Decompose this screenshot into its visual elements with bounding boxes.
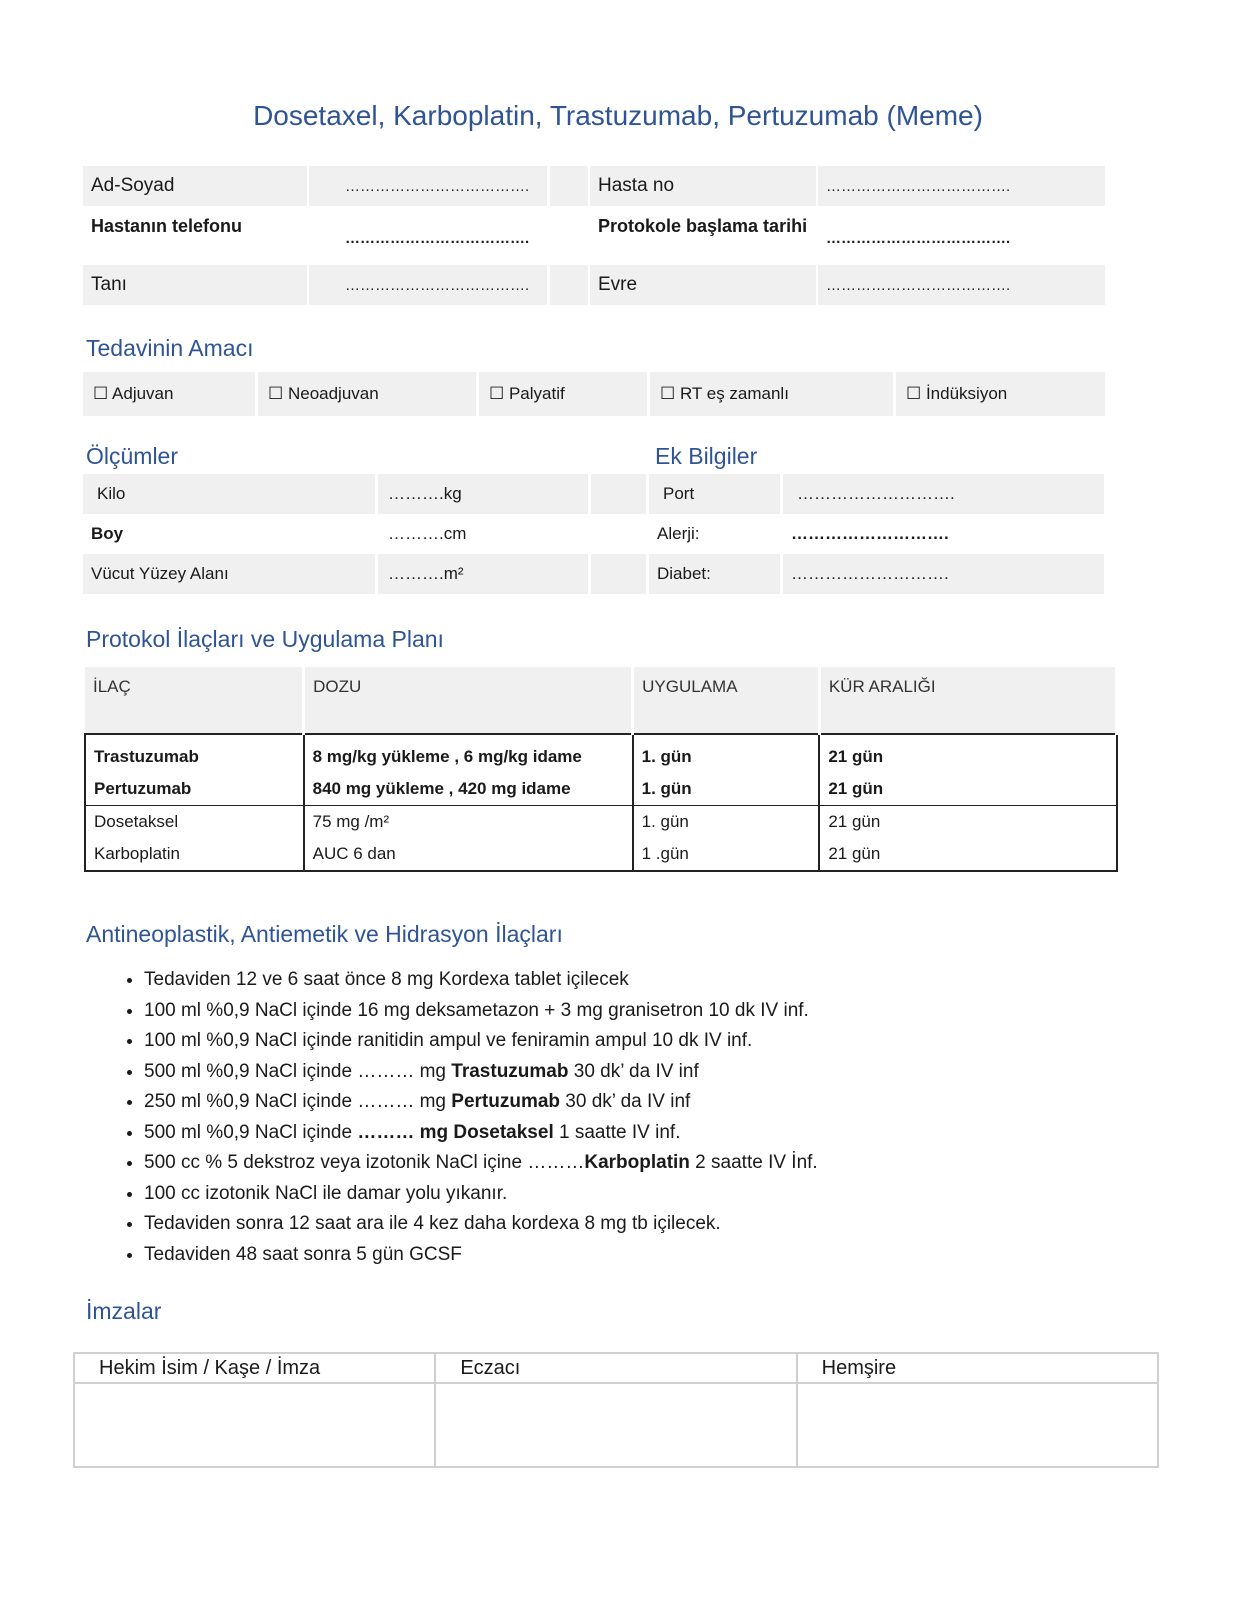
drug-interval: 21 gün (819, 806, 1116, 839)
drug-dose: 840 mg yükleme , 420 mg idame (304, 773, 633, 806)
list-item: • Tedaviden 12 ve 6 saat önce 8 mg Kordexa tablet içilecek (144, 965, 1144, 996)
drug-dose: 75 mg /m² (304, 806, 633, 839)
signatures-heading: İmzalar (86, 1298, 162, 1324)
column-header-administration: UYGULAMA (633, 667, 820, 734)
drug-dose: 8 mg/kg yükleme , 6 mg/kg idame (304, 734, 633, 773)
table-row (85, 734, 1117, 773)
boy-field[interactable]: ……….cm (388, 524, 467, 543)
drug-interval: 21 gün (819, 734, 1116, 773)
signature-header-row (74, 1353, 1158, 1383)
vya-label: Vücut Yüzey Alanı (83, 554, 375, 594)
diabet-label: Diabet: (649, 554, 780, 594)
alerji-field[interactable]: ………………………. (791, 524, 949, 543)
alerji-label: Alerji: (657, 524, 700, 543)
list-item: • 100 ml %0,9 NaCl içinde ranitidin ampul ve feniramin ampul 10 dk IV inf. (144, 1026, 1144, 1057)
spacer-cell (550, 265, 588, 305)
kilo-field[interactable]: ……….kg (378, 474, 588, 514)
hasta-no-field[interactable]: ………………………………. (818, 166, 1105, 206)
column-header-dose: DOZU (304, 667, 633, 734)
table-row (85, 838, 1117, 871)
drug-name: Karboplatin (85, 838, 304, 871)
name-field[interactable]: ………………………………. (309, 166, 547, 206)
goal-option-neoadjuvan[interactable]: ☐ Neoadjuvan (258, 372, 476, 416)
goal-option-adjuvan[interactable]: ☐ Adjuvan (83, 372, 255, 416)
measurements-heading: Ölçümler (86, 443, 179, 469)
signature-row (74, 1383, 1158, 1467)
medications-heading: Antineoplastik, Antiemetik ve Hidrasyon İlaçları (86, 921, 563, 947)
drug-day: 1. gün (633, 734, 820, 773)
drug-name: Pertuzumab (85, 773, 304, 806)
boy-label: Boy (91, 524, 124, 543)
goal-option-rt[interactable]: ☐ RT eş zamanlı (650, 372, 893, 416)
page-title: Dosetaxel, Karboplatin, Trastuzumab, Pertuzumab (Meme) (253, 100, 983, 131)
nurse-signature-box[interactable] (797, 1383, 1158, 1467)
name-label: Ad-Soyad (83, 166, 307, 206)
tani-label: Tanı (83, 265, 307, 305)
goal-option-induksiyon[interactable]: ☐ İndüksiyon (896, 372, 1105, 416)
nurse-signature-label: Hemşire (797, 1353, 1158, 1383)
list-item: • Tedaviden 48 saat sonra 5 gün GCSF (144, 1240, 1144, 1271)
signature-table (73, 1352, 1159, 1468)
drug-interval: 21 gün (819, 773, 1116, 806)
spacer-cell (591, 554, 646, 594)
table-row (85, 773, 1117, 806)
drug-day: 1. gün (633, 806, 820, 839)
list-item: • 500 ml %0,9 NaCl içinde ……… mg Dosetaksel 1 saatte IV inf. (144, 1118, 1144, 1149)
drug-name: Trastuzumab (85, 734, 304, 773)
protocol-heading: Protokol İlaçları ve Uygulama Planı (86, 626, 444, 652)
phone-field[interactable]: ………………………………. (345, 229, 530, 247)
extra-info-heading: Ek Bilgiler (655, 443, 758, 469)
kilo-label: Kilo (83, 474, 375, 514)
port-label: Port (649, 474, 780, 514)
start-date-field[interactable]: ………………………………. (826, 229, 1011, 247)
goal-heading: Tedavinin Amacı (86, 335, 254, 361)
diabet-field[interactable]: ………………………. (783, 554, 1104, 594)
list-item: • Tedaviden sonra 12 saat ara ile 4 kez daha kordexa 8 mg tb içilecek. (144, 1209, 1144, 1240)
phone-label: Hastanın telefonu (91, 215, 243, 236)
table-row (85, 806, 1117, 839)
hasta-no-label: Hasta no (590, 166, 816, 206)
list-item: • 250 ml %0,9 NaCl içinde ……… mg Pertuzumab 30 dk’ da IV inf (144, 1087, 1144, 1118)
vya-field[interactable]: ……….m² (378, 554, 588, 594)
goal-option-palyatif[interactable]: ☐ Palyatif (479, 372, 647, 416)
pharmacist-signature-label: Eczacı (435, 1353, 796, 1383)
drug-dose: AUC 6 dan (304, 838, 633, 871)
table-header-row (85, 667, 1117, 734)
drug-day: 1. gün (633, 773, 820, 806)
start-date-label: Protokole başlama tarihi (598, 215, 808, 236)
column-header-interval: KÜR ARALIĞI (819, 667, 1116, 734)
drug-day: 1 .gün (633, 838, 820, 871)
drug-interval: 21 gün (819, 838, 1116, 871)
evre-label: Evre (590, 265, 816, 305)
port-field[interactable]: ………………………. (783, 474, 1104, 514)
drug-name: Dosetaksel (85, 806, 304, 839)
list-item: • 100 ml %0,9 NaCl içinde 16 mg deksametazon + 3 mg granisetron 10 dk IV inf. (144, 996, 1144, 1027)
spacer-cell (591, 474, 646, 514)
list-item: • 500 ml %0,9 NaCl içinde ……… mg Trastuzumab 30 dk’ da IV inf (144, 1057, 1144, 1088)
doctor-signature-label: Hekim İsim / Kaşe / İmza (74, 1353, 435, 1383)
medication-list (90, 965, 1144, 1270)
spacer-cell (550, 166, 588, 206)
protocol-table (84, 667, 1118, 872)
tani-field[interactable]: ………………………………. (309, 265, 547, 305)
column-header-drug: İLAÇ (85, 667, 304, 734)
list-item: • 500 cc % 5 dekstroz veya izotonik NaCl içine ………Karboplatin 2 saatte IV İnf. (144, 1148, 1144, 1179)
pharmacist-signature-box[interactable] (435, 1383, 796, 1467)
evre-field[interactable]: ………………………………. (818, 265, 1105, 305)
list-item: • 100 cc izotonik NaCl ile damar yolu yıkanır. (144, 1179, 1144, 1210)
doctor-signature-box[interactable] (74, 1383, 435, 1467)
